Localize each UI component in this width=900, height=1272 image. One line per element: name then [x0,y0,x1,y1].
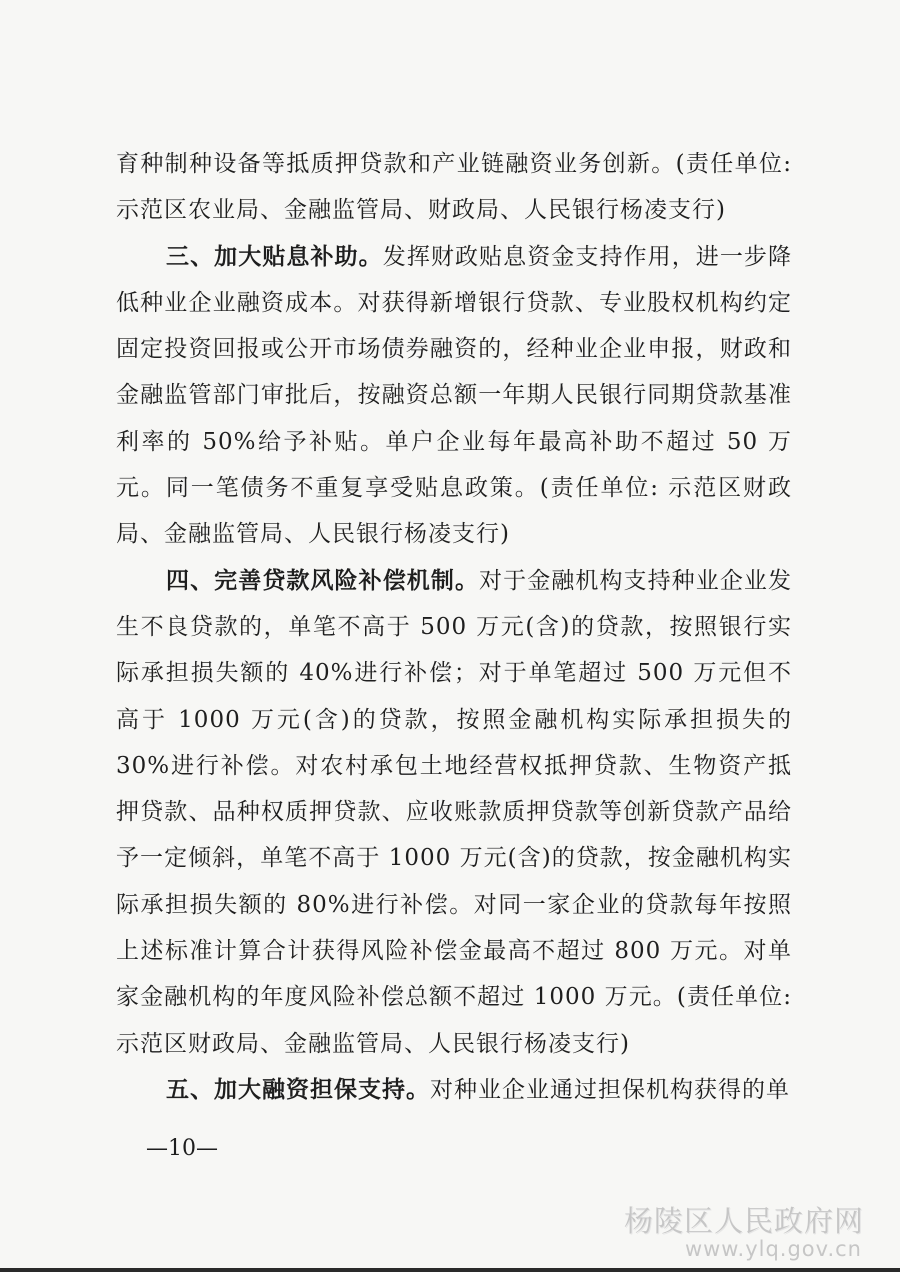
paragraph-text: 对于金融机构支持种业企业发生不良贷款的，单笔不高于 500 万元(含)的贷款，按照银行实际承担损失额的 40%进行补偿；对于单笔超过 500 万元但不高于 1000 万元(含)的贷款，按照金融机构实际承担损失的 30%进行补偿。对农村承包土地经营权抵押贷款、生物资产抵押贷款、品种权质押贷款、应收账款质押贷款等创新贷款产品给予一定倾斜，单笔不高于 1000 万元(含)的贷款，按金融机构实际承担损失额的 80%进行补偿。对同一家企业的贷款每年按照上述标准计算合计获得风险补偿金最高不超过 800 万元。对单家金融机构的年度风险补偿总额不超过 1000 万元。(责任单位: 示范区财政局、金融监管局、人民银行杨凌支行) [116,567,793,1057]
paragraph-risk-compensation [116,558,792,1067]
paragraph-continuation [116,141,792,234]
paragraph-text: 发挥财政贴息资金支持作用，进一步降低种业企业融资成本。对获得新增银行贷款、专业股权机构约定固定投资回报或公开市场债券融资的，经种业企业申报，财政和金融监管部门审批后，按融资总额一年期人民银行同期贷款基准利率的 50%给予补贴。单户企业每年最高补助不超过 50 万元。同一笔债务不重复享受贴息政策。(责任单位: 示范区财政局、金融监管局、人民银行杨凌支行) [116,243,793,548]
paragraph-heading: 三、加大贴息补助。 [166,242,383,270]
paragraph-text: 育种制种设备等抵质押贷款和产业链融资业务创新。(责任单位:示范区农业局、金融监管局、财政局、人民银行杨凌支行) [116,151,792,224]
paragraph-guarantee-support [116,1067,792,1113]
document-body [116,141,792,1113]
watermark-url: www.ylq.gov.cn [684,1237,862,1261]
bottom-border [0,1268,900,1272]
watermark-site-name: 杨陵区人民政府网 [623,1204,864,1238]
paragraph-text: 对种业企业通过担保机构获得的单 [430,1076,790,1103]
paragraph-heading: 四、完善贷款风险补偿机制。 [166,566,480,594]
paragraph-interest-subsidy [116,234,792,558]
page-number: —10— [146,1136,218,1161]
paragraph-heading: 五、加大融资担保支持。 [166,1075,430,1103]
